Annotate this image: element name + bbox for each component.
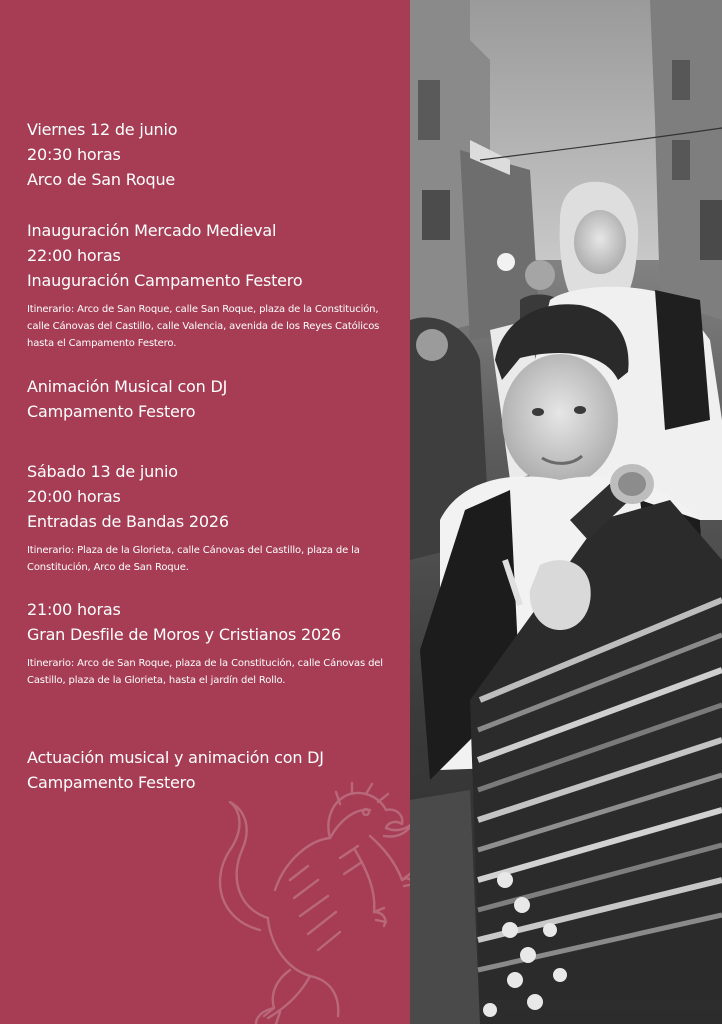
event-line: Gran Desfile de Moros y Cristianos 2026 [27, 625, 341, 644]
event-block-saturday [27, 459, 397, 576]
event-line: Campamento Festero [27, 773, 196, 792]
event-block-inauguration [27, 218, 397, 352]
event-line: Campamento Festero [27, 402, 196, 421]
lion-emblem-icon [190, 780, 410, 1024]
event-line: Animación Musical con DJ [27, 377, 228, 396]
event-line: Arco de San Roque [27, 170, 176, 189]
event-line: Viernes 12 de junio [27, 120, 178, 139]
itinerary-note: Itinerario: Arco de San Roque, plaza de la Constitución, calle Cánovas del Castillo, plaza de la Glorieta, hasta el jardín del Rollo. [27, 658, 383, 686]
event-line: 20:00 horas [27, 487, 121, 506]
itinerary-note: Itinerario: Arco de San Roque, calle San Roque, plaza de la Constitución, calle Cánovas del Castillo, calle Valencia, avenida de los Reyes Católicos hasta el Campamento Festero. [27, 304, 380, 349]
event-line: 20:30 horas [27, 145, 121, 164]
event-line: Actuación musical y animación con DJ [27, 748, 324, 767]
event-block-dj-saturday [27, 745, 397, 795]
festival-photo [410, 0, 722, 1024]
itinerary-note: Itinerario: Plaza de la Glorieta, calle Cánovas del Castillo, plaza de la Constitución, Arco de San Roque. [27, 545, 360, 573]
event-line: Inauguración Campamento Festero [27, 271, 303, 290]
event-block-parade [27, 597, 397, 689]
festival-photo-illustration [410, 0, 722, 1024]
event-line: 21:00 horas [27, 600, 121, 619]
event-block-friday [27, 117, 397, 192]
event-line: 22:00 horas [27, 246, 121, 265]
event-line: Entradas de Bandas 2026 [27, 512, 229, 531]
event-line: Sábado 13 de junio [27, 462, 178, 481]
event-block-dj-friday [27, 374, 397, 424]
event-line: Inauguración Mercado Medieval [27, 221, 277, 240]
